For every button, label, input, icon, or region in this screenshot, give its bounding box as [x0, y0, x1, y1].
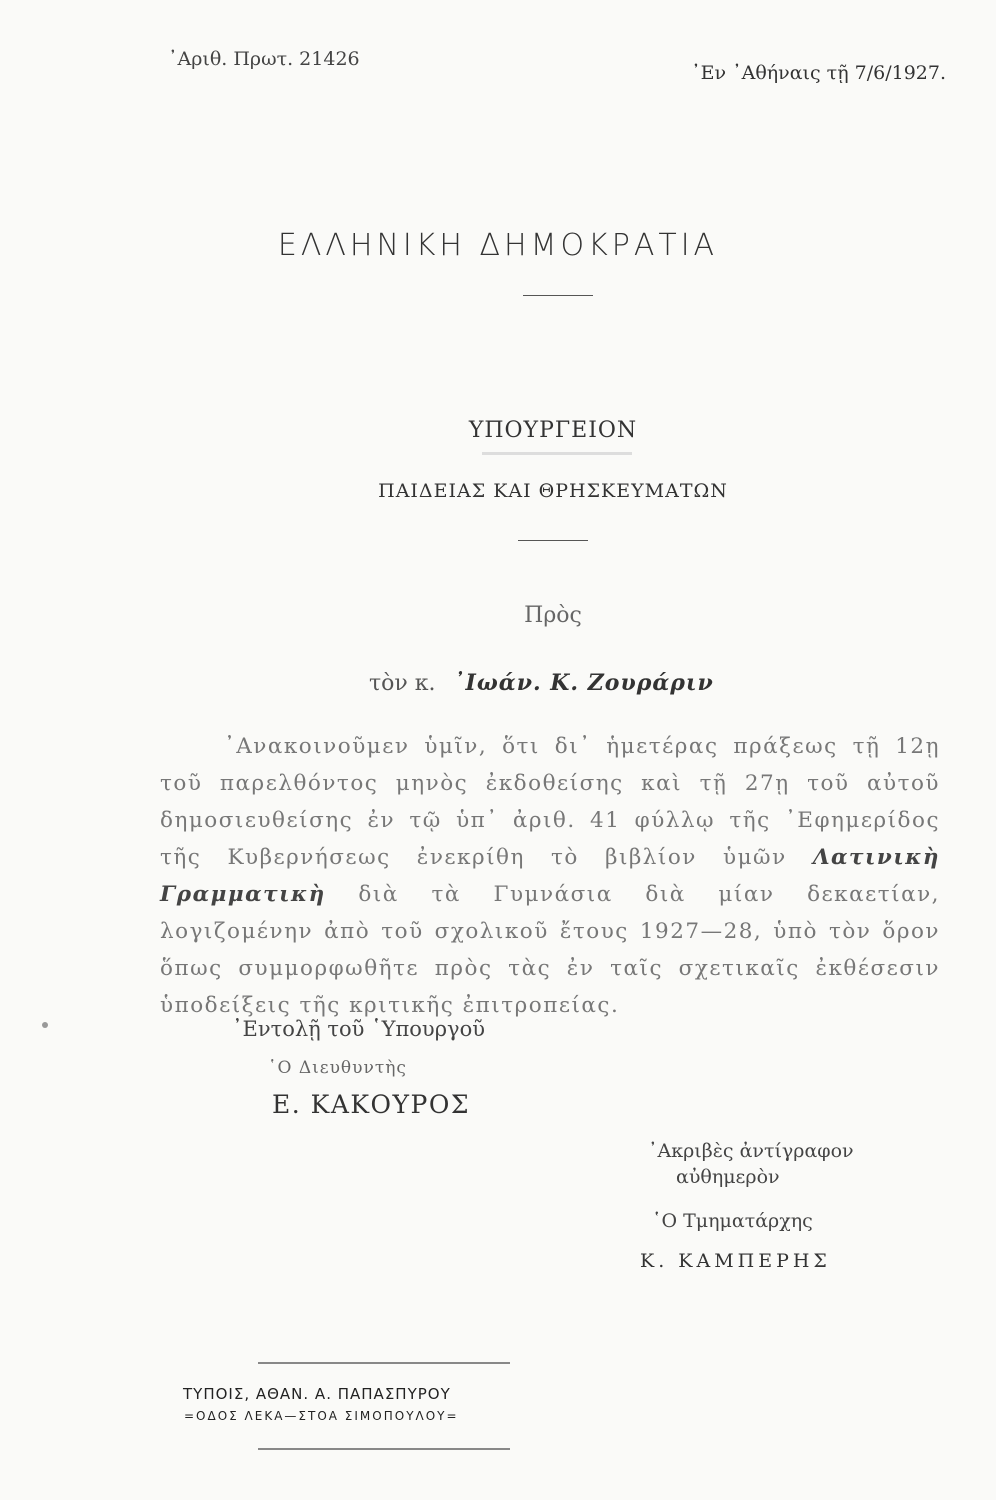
place-date: ᾿Εν ᾿Αθήναις τῇ 7/6/1927.	[691, 62, 946, 84]
document-title: ΕΛΛΗΝΙΚΗ ΔΗΜΟΚΡΑΤΙΑ	[277, 228, 719, 263]
signature-right-line2: αὐθημερὸν	[676, 1166, 780, 1188]
printer-line2: =ΟΔΟΣ ΛΕΚΑ—ΣΤΟΑ ΣΙΜΟΠΟΥΛΟΥ=	[184, 1409, 459, 1423]
addressee-to: Πρὸς	[524, 603, 582, 628]
ministry-underline	[482, 452, 632, 455]
divider	[523, 295, 593, 296]
divider	[518, 540, 588, 541]
printer-line1: ΤΥΠΟΙΣ, ΑΘΑΝ. Α. ΠΑΠΑΣΠΥΡΟΥ	[183, 1385, 451, 1403]
signature-right-line3: ῾Ο Τμηματάρχης	[652, 1210, 813, 1232]
signature-left-line1: ᾿Εντολῇ τοῦ ῾Υπουργοῦ	[232, 1017, 486, 1041]
paper-spot	[42, 1022, 48, 1028]
ministry-line2: ΠΑΙΔΕΙΑΣ ΚΑΙ ΘΡΗΣΚΕΥΜΑΤΩΝ	[378, 480, 728, 502]
book-title: Λατινικὴ Γραμματικὴ	[160, 845, 940, 907]
signature-left-name: Ε. ΚΑΚΟΥΡΟΣ	[272, 1090, 471, 1119]
letter-body	[160, 728, 940, 1024]
signature-right-line1: ᾿Ακριβὲς ἀντίγραφον	[648, 1140, 854, 1162]
printer-frame	[258, 1362, 510, 1450]
recipient	[369, 670, 714, 696]
signature-left-line2: ῾Ο Διευθυντὴς	[268, 1058, 407, 1078]
recipient-name: ᾿Ιωάν. Κ. Ζουράριν	[453, 670, 714, 696]
ministry-line1: ΥΠΟΥΡΓΕΙΟΝ	[468, 418, 638, 443]
body-text-before: ᾿Ανακοινοῦμεν ὑμῖν, ὅτι δι᾿ ἡμετέρας πράξεως τῇ 12ῃ τοῦ παρελθόντος μηνὸς ἐκδοθείσης καὶ τῇ 27ῃ τοῦ αὐτοῦ δημοσιευθείσης ἐν τῷ ὑπ᾿ ἀριθ. 41 φύλλῳ τῆς ᾿Εφημερίδος τῆς Κυβερνήσεως ἐνεκρίθη τὸ βιβλίον ὑμῶν	[160, 734, 940, 870]
recipient-prefix: τὸν κ.	[369, 671, 436, 696]
protocol-number: ᾿Αριθ. Πρωτ. 21426	[168, 48, 360, 70]
signature-right-name: Κ. ΚΑΜΠΕΡΗΣ	[640, 1250, 831, 1272]
body-text-after: διὰ τὰ Γυμνάσια διὰ μίαν δεκαετίαν, λογιζομένην ἀπὸ τοῦ σχολικοῦ ἔτους 1927—28, ὑπὸ τὸν ὅρον ὅπως συμμορφωθῆτε πρὸς τὰς ἐν ταῖς σχετικαῖς ἐκθέσεσιν ὑποδείξεις τῆς κριτικῆς ἐπιτροπείας.	[160, 882, 940, 1018]
